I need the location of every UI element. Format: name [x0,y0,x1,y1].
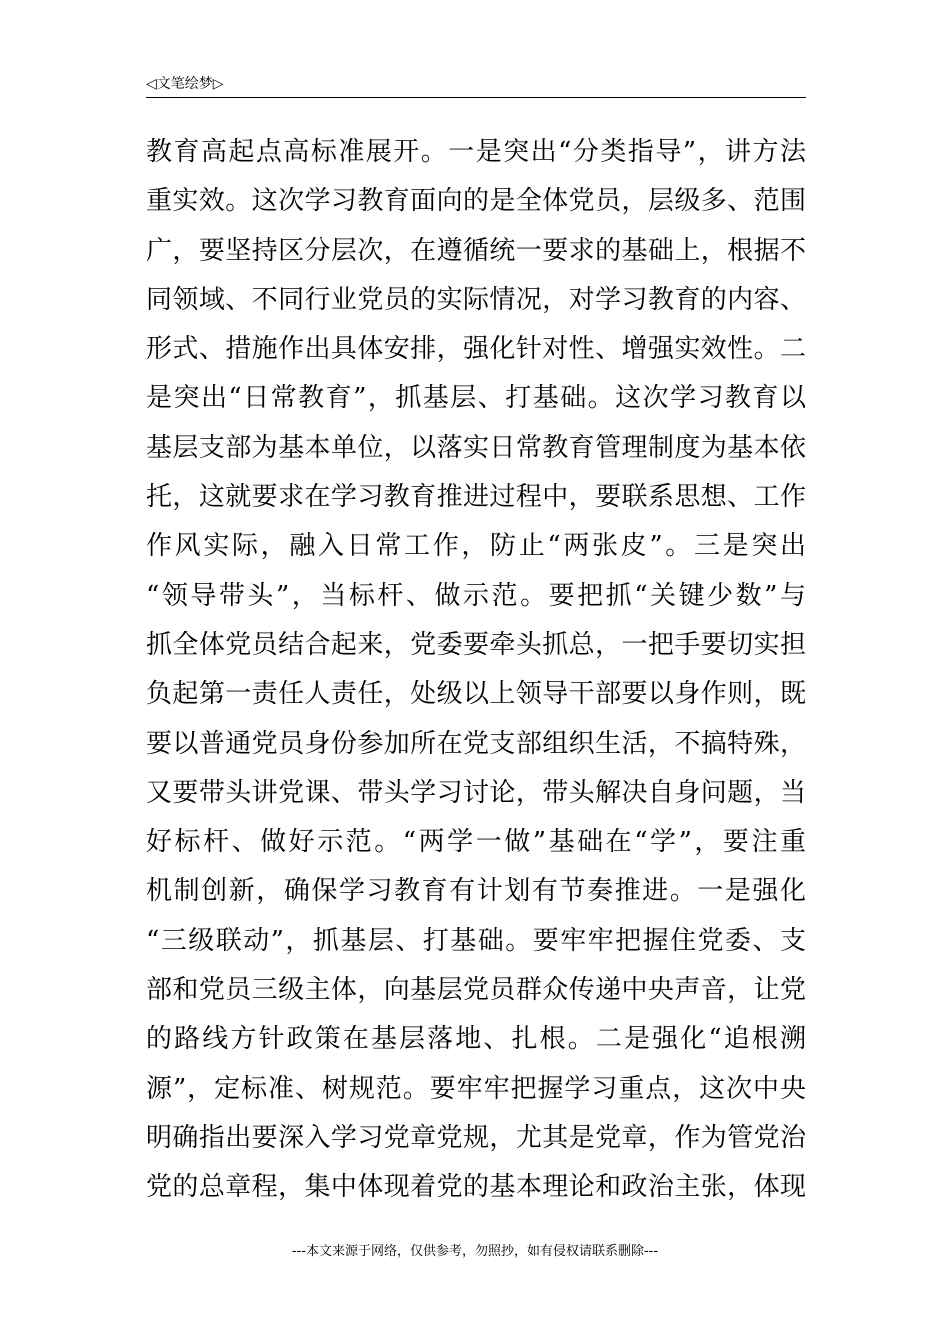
body-line: 同领域、不同行业党员的实际情况，对学习教育的内容、 [146,284,806,315]
body-line: 形式、措施作出具体安排，强化针对性、增强实效性。二 [146,334,806,365]
body-line: 抓全体党员结合起来，党委要牵头抓总，一把手要切实担 [146,629,806,660]
body-line: 教育高起点高标准展开。一是突出“分类指导”，讲方法 [146,137,806,167]
body-line: 是突出“日常教育”，抓基层、打基础。这次学习教育以 [146,383,806,414]
body-line: 部和党员三级主体，向基层党员群众传递中央声音，让党 [146,975,806,1006]
body-line: 要以普通党员身份参加所在党支部组织生活，不搞特殊， [146,728,806,759]
body-line: 好标杆、做好示范。“两学一做”基础在“学”，要注重 [146,827,806,858]
body-line: 作风实际，融入日常工作，防止“两张皮”。三是突出 [146,531,806,562]
body-line: 广，要坚持区分层次，在遵循统一要求的基础上，根据不 [146,235,806,266]
body-line: “领导带头”，当标杆、做示范。要把抓“关键少数”与 [146,580,806,611]
body-line: 基层支部为基本单位，以落实日常教育管理制度为基本依 [146,432,806,463]
document-body [146,128,806,1213]
header-rule [146,97,806,98]
body-line: 明确指出要深入学习党章党规，尤其是党章，作为管党治 [146,1122,806,1153]
document-header: ◁文笔绘梦▷ [146,76,224,92]
body-line: 党的总章程，集中体现着党的基本理论和政治主张，体现 [146,1172,806,1203]
body-line: 负起第一责任人责任，处级以上领导干部要以身作则，既 [146,679,806,710]
document-footer: ---本文来源于网络，仅供参考，勿照抄，如有侵权请联系删除--- [291,1244,659,1259]
body-line: 机制创新，确保学习教育有计划有节奏推进。一是强化 [146,876,806,907]
body-line: 的路线方针政策在基层落地、扎根。二是强化“追根溯 [146,1024,806,1055]
body-line: 重实效。这次学习教育面向的是全体党员，层级多、范围 [146,186,806,217]
body-line: 源”，定标准、树规范。要牢牢把握学习重点，这次中央 [146,1073,806,1104]
body-line: 又要带头讲党课、带头学习讨论，带头解决自身问题，当 [146,777,806,808]
body-line: 托，这就要求在学习教育推进过程中，要联系思想、工作 [146,482,806,513]
body-line: “三级联动”，抓基层、打基础。要牢牢把握住党委、支 [146,925,806,956]
